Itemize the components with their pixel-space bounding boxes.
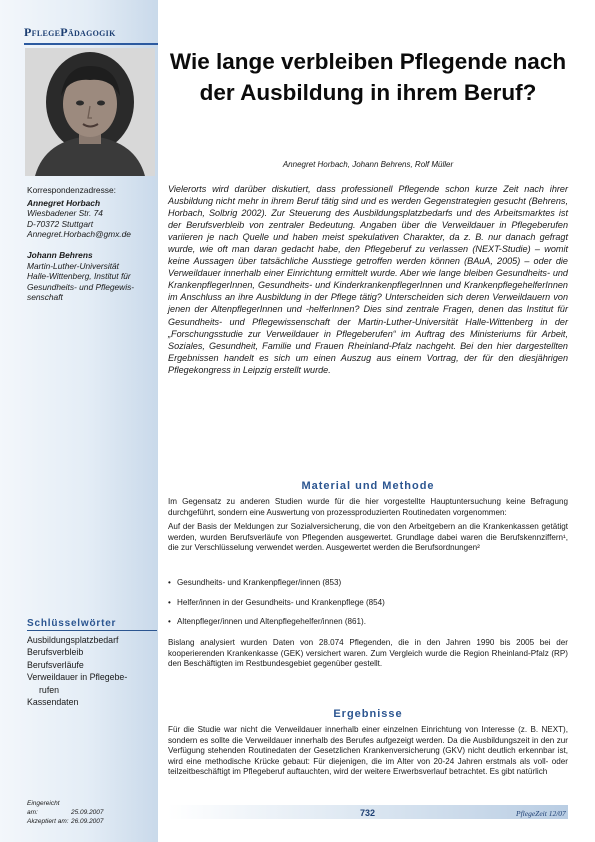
keywords-list [27,634,152,708]
methods-text [168,497,568,558]
methods-text-continued [168,638,568,674]
keywords-title: Schlüsselwörter [27,618,117,629]
keyword-item: Verweildauer in Pflegebe- [27,672,128,683]
keyword-item: Berufsverläufe [27,659,84,670]
keyword-item: Ausbildungsplatzbedarf [27,635,119,645]
methods-paragraph: Im Gegensatz zu anderen Studien wurde für die hier vorgestellte Hauptuntersuchung keine Befragung durchgeführt, sondern eine Auswertung von prozessproduzierten Routinedaten vorgenommen: [168,497,568,517]
contact1-city: D-70372 Stuttgart [27,218,94,229]
contact1-name: Annegret Horbach [27,197,101,208]
article-authors: Annegret Horbach, Johann Behrens, Rolf Müller [282,160,454,169]
received-label: Eingereicht am: [27,800,60,816]
methods-paragraph: Bislang analysiert wurden Daten von 28.074 Pflegenden, die in den Jahren 1990 bis 2005 bei der kooperierenden Krankenkasse (GEK) versichert waren. Zum Vergleich wurde die Region Rheinland-Pfalz (RP) den Beschäftigten im Restbundesgebiet gegenüber gestellt. [168,638,568,669]
results-text [168,725,568,782]
bullet-item: • Altenpfleger/innen und Altenpflegehelfer/innen (861). [168,617,568,628]
page-number: 732 [360,808,376,818]
author-photo [25,48,155,176]
keyword-item: Berufsverbleib [27,647,84,658]
keyword-item: rufen [39,684,60,695]
contact2-name: Johann Behrens [27,249,93,260]
article-abstract: Vielerorts wird darüber diskutiert, dass professionell Pflegende schon kurze Zeit nach ihrer Ausbildung nicht mehr in ihrem Beruf tätig sind und es werden Gegenstrategien gesucht (Behrens, Horbach, Solbrig 2002). Zur Steuerung des Ausbildungsplatzbedarfs und des Arbeitsmarktes ist der Berufsverbleib von zentraler Bedeutung. Angaben über die Verweildauer in Pflegeberufen variieren je nach Quelle und haben meist spekulativen Charakter, da z. B. nur danach gefragt wurde, wie oft man daran gedacht habe, den Pflegeberuf zu verlassen (NEXT-Studie) – womit keine Aussagen über tatsächliche Ausstiege getroffen werden können (BAuA, 2005) – oder die Verweildauer innerhalb einer Einrichtung ermittelt wurde. Aber wie lange bleiben Gesundheits- und KrankenpflegerInnen, Gesundheits- und KinderkrankenpflegerInnen und KrankenpflegehelferInnen im Anschluss an ihre Ausbildung in der Pflege tätig? Unterscheiden sich deren Verweildauern von jenen der AltenpflegerInnen und -helferInnen? Dies sind zentrale Fragen, denen das Institut für Gesundheits- und Pflegewissenschaft der Martin-Luther-Universität Halle-Wittenberg in der „Forschungsstudie zur Verweildauer in Pflegeberufen“ im Auftrag des Ministeriums für Arbeit, Soziales, Gesundheit, Familie und Frauen Rheinland-Pfalz nachgeht. Bei den hier dargestellten Ergebnissen handelt es sich um einen Auszug aus einem Vortrag, der für den diesjährigen Pflegekongress in Leipzig erstellt wurde. [168,184,568,375]
section-heading-methods: Material und Methode [301,480,435,492]
contact-label: Korrespondenzadresse: [27,185,116,195]
brand-divider [24,43,158,45]
contact1-street: Wiesbadener Str. 74 [27,208,103,219]
article-title: Wie lange verbleiben Pflegende nach der Ausbildung in ihrem Beruf? [169,49,567,105]
contact2-line2: Halle-Wittenberg, Institut für [27,271,131,282]
portrait-image [25,48,155,176]
correspondence-block [27,185,153,303]
accepted-date: 26.09.2007 [71,818,104,825]
keyword-item: Kassendaten [27,697,79,708]
contact2-line4: senschaft [27,292,63,303]
accepted-label: Akzeptiert am: [27,818,69,825]
results-paragraph: Für die Studie war nicht die Verweildauer innerhalb einer einzelnen Einrichtung von Interesse (z. B. NEXT), sondern es sollte die Verweildauer innerhalb des Berufes aufgezeigt werden. Da die Ausbildungszeit in den zur Verfügung stehenden Routinedaten der Gesetzlichen Krankenversicherung (GKV) nicht deutlich erkennbar ist, wird eine methodische Krücke gebaut: Für diejenigen, die im Alter von 20-24 Jahren erstmals als voll- oder teilzeitbeschäftigt im Pflegeberuf auftauchten, wird der weitere Erwerbsverlauf betrachtet. Es gibt natürlich [168,725,568,777]
keywords-divider [27,630,157,631]
bullet-item: • Helfer/innen in der Gesundheits- und Krankenpflege (854) [168,598,568,609]
received-date: 25.09.2007 [71,809,104,816]
methods-paragraph: Auf der Basis der Meldungen zur Sozialversicherung, die von den Arbeitgebern an die Krankenkassen getätigt werden, wurden Berufsverläufe von Pflegenden ausgewertet. Grundlage dabei waren die Berufskennziffern¹, die zur Verschlüsselung verwendet werden. Ausgewertet werden die Berufsordnungen² [168,522,568,553]
section-heading-results: Ergebnisse [333,708,403,720]
bullet-item: • Gesundheits- und Krankenpfleger/innen (853) [168,578,568,589]
submission-dates [27,799,104,826]
journal-issue: PflegeZeit 12/07 [516,809,566,818]
methods-bullets [168,578,568,637]
contact1-email[interactable]: Annegret.Horbach@gmx.de [27,229,131,240]
contact2-line3: Gesundheits- und Pflegewis- [27,281,135,292]
contact2-line1: Martin-Luther-Universität [27,260,120,271]
journal-brand: PflegePädagogik [24,25,116,39]
